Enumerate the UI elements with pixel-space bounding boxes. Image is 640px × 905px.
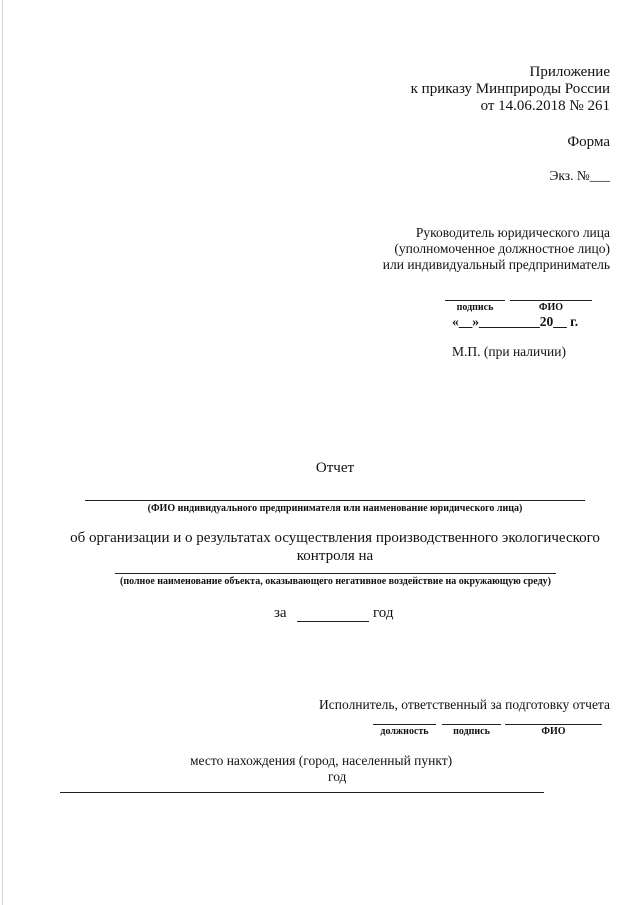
executor-label: Исполнитель, ответственный за подготовку отчета: [319, 697, 610, 712]
approver-alt: или индивидуальный предприниматель: [382, 257, 610, 272]
executor-name-caption: ФИО: [541, 726, 566, 737]
executor-name-line: [505, 724, 602, 725]
page-left-edge: [2, 0, 3, 905]
approver-name-line: [510, 300, 592, 301]
approver-name-caption: ФИО: [538, 302, 564, 313]
entity-caption: (ФИО индивидуального предпринимателя или наименование юридического лица): [147, 503, 523, 514]
executor-position-line: [373, 724, 436, 725]
location-label: место нахождения (город, населенный пункт): [190, 753, 453, 768]
report-title: Отчет: [315, 460, 355, 476]
executor-signature-caption: подпись: [453, 726, 490, 737]
approver-title: Руководитель юридического лица: [415, 225, 610, 240]
executor-position-caption: должность: [380, 726, 429, 737]
object-caption: (полное наименование объекта, оказывающего негативное воздействие на окружающую среду): [119, 576, 551, 587]
approver-signature-caption: подпись: [456, 302, 494, 313]
approval-date-line: «__»_________20__ г.: [452, 314, 579, 329]
order-date-number: от 14.06.2018 № 261: [480, 98, 610, 114]
copy-number: Экз. №___: [549, 168, 610, 183]
order-reference: к приказу Минприроды России: [410, 81, 610, 97]
approver-signature-line: [445, 300, 505, 301]
form-label: Форма: [567, 134, 610, 150]
report-subject-line1: об организации и о результатах осуществления производственного экологического: [70, 530, 600, 546]
period-prefix: за: [274, 605, 287, 621]
stamp-label: М.П. (при наличии): [452, 344, 566, 359]
approver-subtitle: (уполномоченное должностное лицо): [394, 241, 610, 256]
footer-line: [60, 792, 544, 793]
year-label: год: [328, 769, 347, 784]
report-subject-line2: контроля на: [296, 548, 374, 564]
object-name-line: [115, 573, 556, 574]
period-year-line: [297, 621, 369, 622]
period-suffix: год: [373, 605, 394, 621]
executor-signature-line: [442, 724, 501, 725]
appendix-label: Приложение: [529, 64, 610, 80]
entity-name-line: [85, 500, 585, 501]
